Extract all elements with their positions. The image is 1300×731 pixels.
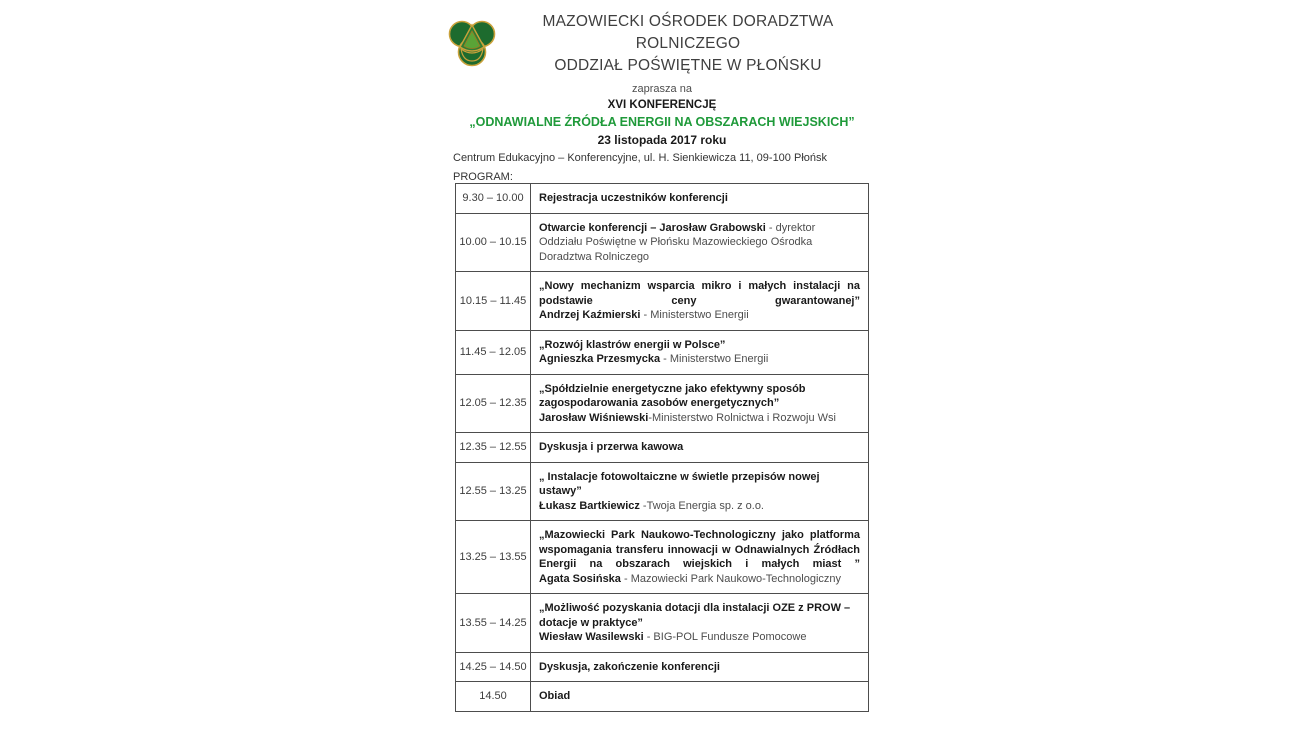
session-paragraph <box>539 630 860 645</box>
program-row <box>456 330 869 374</box>
conference-date: 23 listopada 2017 roku <box>597 133 727 147</box>
session-paragraph <box>539 601 860 630</box>
session-paragraph <box>539 572 860 587</box>
program-row <box>456 521 869 594</box>
session-time: 12.35 – 12.55 <box>456 433 531 463</box>
session-paragraph <box>539 528 860 572</box>
session-content <box>531 652 869 682</box>
session-text-bold: Agnieszka Przesmycka <box>539 353 661 365</box>
session-content <box>531 213 869 272</box>
session-text-bold: „Nowy mechanizm wsparcia mikro i małych instalacji na podstawie ceny gwarantowanej” <box>539 280 860 307</box>
program-row <box>456 433 869 463</box>
session-time: 12.55 – 13.25 <box>456 462 531 521</box>
session-text: -Ministerstwo Rolnictwa i Rozwoju Wsi <box>648 411 836 424</box>
session-text-bold: Dyskusja i przerwa kawowa <box>539 441 684 453</box>
org-name-line2: ODDZIAŁ POŚWIĘTNE W PŁOŃSKU <box>554 57 822 74</box>
session-text-bold: Agata Sosińska <box>539 572 621 585</box>
program-row <box>456 184 869 214</box>
session-paragraph <box>539 411 860 426</box>
venue-line: Centrum Edukacyjno – Konferencyjne, ul. H. Sienkiewicza 11, 09-100 Płońsk <box>453 152 827 164</box>
session-paragraph <box>539 279 860 308</box>
session-text: - Ministerstwo Energii <box>660 353 769 365</box>
session-content <box>531 374 869 433</box>
session-time: 10.15 – 11.45 <box>456 272 531 331</box>
program-label: PROGRAM: <box>453 171 513 183</box>
conference-intro <box>455 83 869 148</box>
org-name <box>506 11 870 77</box>
session-text-bold: Dyskusja, zakończenie konferencji <box>539 660 720 673</box>
session-time: 14.25 – 14.50 <box>456 652 531 682</box>
session-content <box>531 594 869 653</box>
session-paragraph <box>539 308 860 323</box>
org-header <box>448 11 870 77</box>
session-paragraph <box>539 689 860 704</box>
session-content <box>531 330 869 374</box>
session-paragraph <box>539 221 860 265</box>
invitation-text: zaprasza na <box>632 83 692 95</box>
program-row <box>456 272 869 331</box>
session-text-bold: „Spółdzielnie energetyczne jako efektywny sposób zagospodarowania zasobów energetycznych” <box>539 382 806 409</box>
session-text: - dyrektor Oddziału Poświętne w Płońsku Mazowieckiego Ośrodka Doradztwa Rolniczego <box>539 221 816 263</box>
session-content <box>531 184 869 214</box>
session-text-bold: „ Instalacje fotowoltaiczne w świetle przepisów nowej ustawy” <box>539 470 820 497</box>
session-time: 12.05 – 12.35 <box>456 374 531 433</box>
session-text-bold: Łukasz Bartkiewicz <box>539 499 640 512</box>
program-row <box>456 594 869 653</box>
session-time: 11.45 – 12.05 <box>456 330 531 374</box>
session-text: - Mazowiecki Park Naukowo-Technologiczny <box>620 572 842 585</box>
session-paragraph <box>539 499 860 514</box>
session-text-bold: „Możliwość pozyskania dotacji dla instalacji OZE z PROW – dotacje w praktyce” <box>539 602 851 629</box>
program-table <box>455 183 869 712</box>
session-content <box>531 433 869 463</box>
program-table-body <box>456 184 869 712</box>
conference-number: XVI KONFERENCJĘ <box>607 99 717 111</box>
program-row <box>456 462 869 521</box>
program-row <box>456 682 869 712</box>
session-text-bold: Rejestracja uczestników konferencji <box>539 192 728 204</box>
session-text-bold: Jarosław Wiśniewski <box>539 411 649 424</box>
session-paragraph <box>539 440 860 455</box>
session-paragraph <box>539 191 860 206</box>
session-paragraph <box>539 382 860 411</box>
session-paragraph <box>539 338 860 353</box>
session-paragraph <box>539 470 860 499</box>
session-text-bold: Obiad <box>539 690 571 702</box>
session-text-bold: Andrzej Kaźmierski <box>539 309 641 321</box>
program-row <box>456 374 869 433</box>
modr-logo-icon <box>448 19 496 69</box>
program-row <box>456 652 869 682</box>
session-time: 10.00 – 10.15 <box>456 213 531 272</box>
session-time: 9.30 – 10.00 <box>456 184 531 214</box>
session-time: 13.25 – 13.55 <box>456 521 531 594</box>
session-content <box>531 272 869 331</box>
session-content <box>531 682 869 712</box>
session-content <box>531 521 869 594</box>
session-time: 14.50 <box>456 682 531 712</box>
session-text-bold: Wiesław Wasilewski <box>539 631 644 643</box>
session-text-bold: „Mazowiecki Park Naukowo-Technologiczny jako platforma wspomagania transferu innowacji w Odnawialnych Źródłach Energii na obszarach wiejskich i małych miast ” <box>539 529 860 570</box>
session-time: 13.55 – 14.25 <box>456 594 531 653</box>
conference-title: „ODNAWIALNE ŹRÓDŁA ENERGII NA OBSZARACH WIEJSKICH” <box>469 115 855 129</box>
session-text-bold: „Rozwój klastrów energii w Polsce” <box>539 338 726 351</box>
session-content <box>531 462 869 521</box>
session-paragraph <box>539 660 860 675</box>
session-paragraph <box>539 352 860 367</box>
program-row <box>456 213 869 272</box>
session-text: -Twoja Energia sp. z o.o. <box>639 499 764 512</box>
session-text: - BIG-POL Fundusze Pomocowe <box>643 631 807 643</box>
session-text-bold: Otwarcie konferencji – Jarosław Grabowski <box>539 221 766 234</box>
session-text: - Ministerstwo Energii <box>640 309 749 321</box>
org-name-line1: MAZOWIECKI OŚRODEK DORADZTWA ROLNICZEGO <box>542 13 834 52</box>
